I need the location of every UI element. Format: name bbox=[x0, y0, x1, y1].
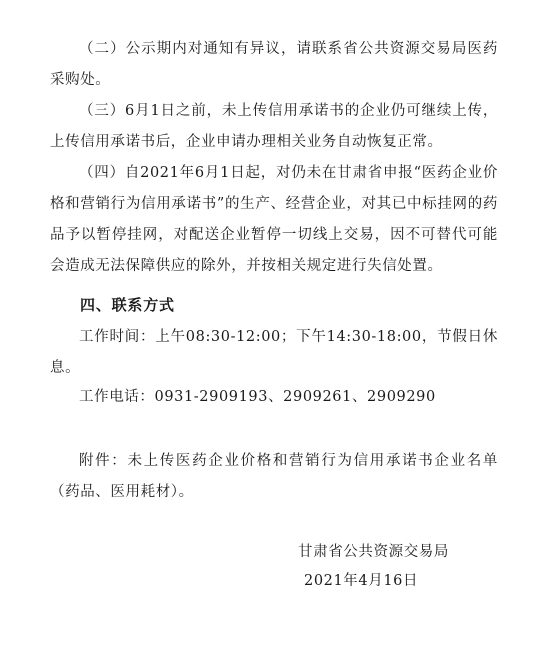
contact-phone: 工作电话：0931-2909193、2909261、2909290 bbox=[79, 389, 436, 405]
contact-heading: 四、联系方式 bbox=[80, 296, 175, 314]
attachment-note: 附件：未上传医药企业价格和营销行为信用承诺书企业名单（药品、医用耗材）。 bbox=[50, 453, 498, 500]
signature-date: 2021年4月16日 bbox=[304, 573, 419, 589]
contact-hours: 工作时间：上午08:30-12:00；下午14:30-18:00，节假日休息。 bbox=[50, 329, 498, 376]
notice-item-2: （二）公示期内对通知有异议，请联系省公共资源交易局医药采购处。 bbox=[50, 41, 498, 88]
signature-org: 甘肃省公共资源交易局 bbox=[298, 544, 449, 560]
notice-item-3: （三）6月1日之前，未上传信用承诺书的企业仍可继续上传，上传信用承诺书后，企业申请办理相关业务自动恢复正常。 bbox=[50, 103, 498, 150]
notice-item-4: （四）自2021年6月1日起，对仍未在甘肃省申报“医药企业价格和营销行为信用承诺书”的生产、经营企业，对其已中标挂网的药品予以暂停挂网，对配送企业暂停一切线上交易，因不可替代可能会造成无法保障供应的除外，并按相关规定进行失信处置。 bbox=[50, 165, 498, 274]
